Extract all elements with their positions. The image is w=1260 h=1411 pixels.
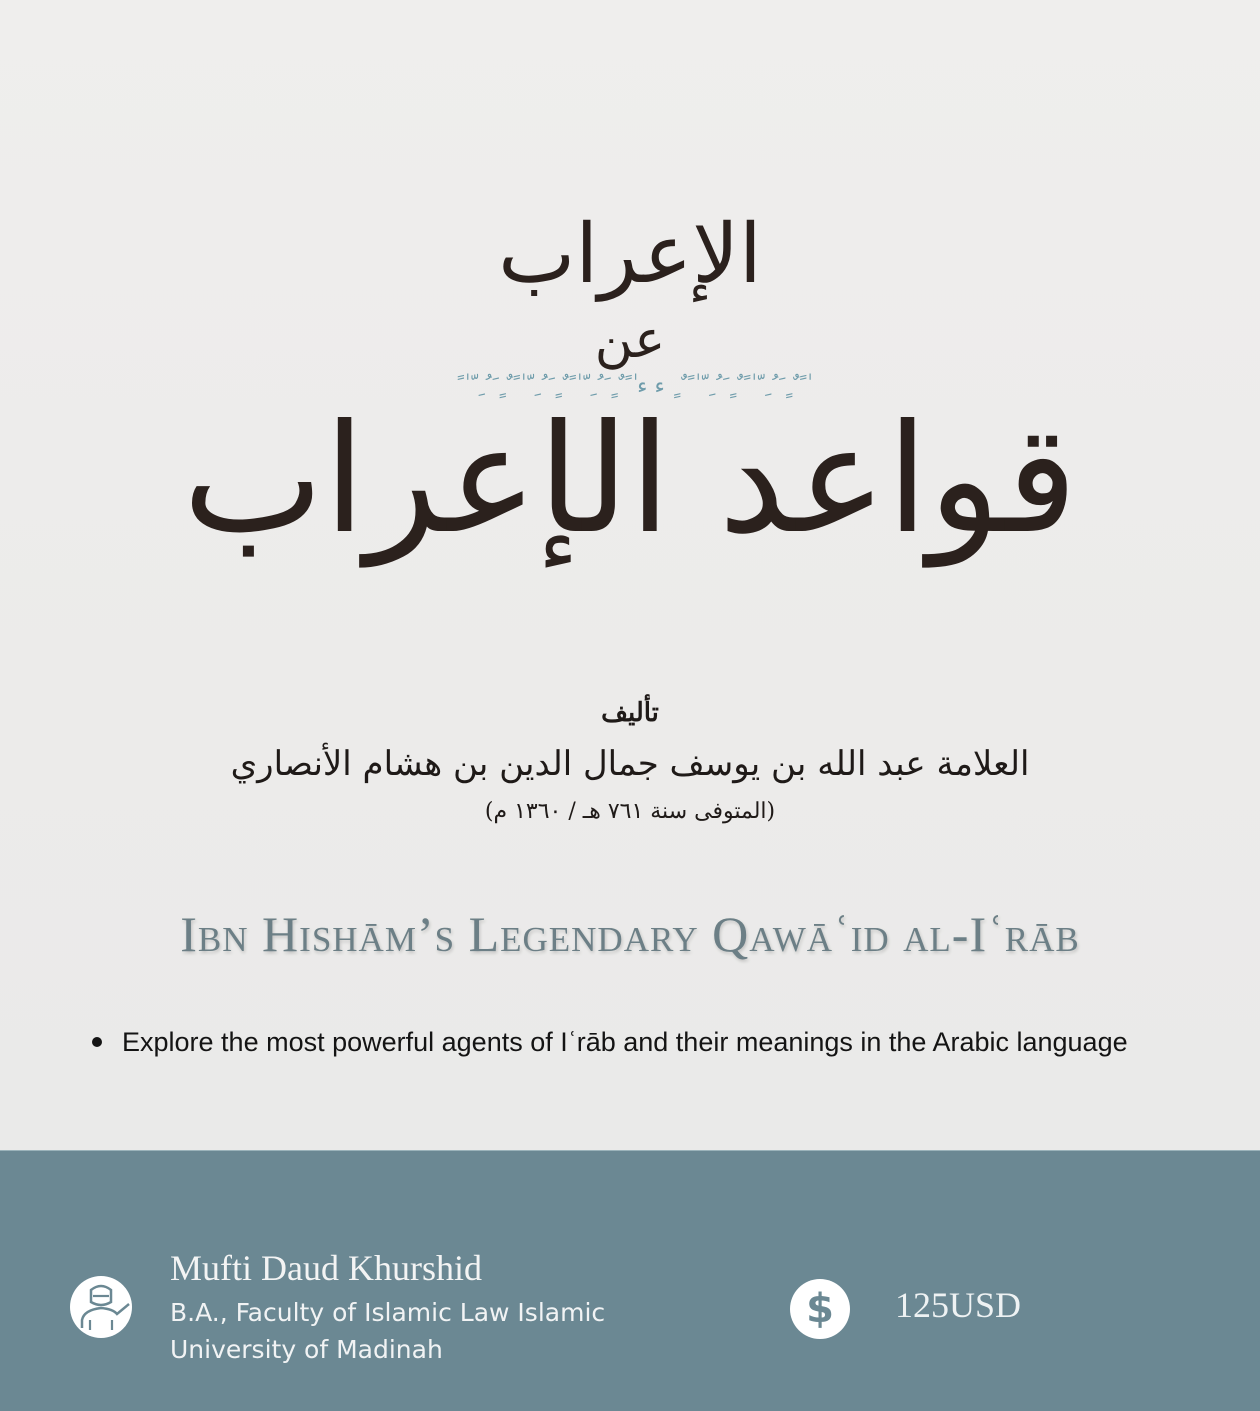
- arabic-title-calligraphy: [0, 200, 1260, 590]
- feature-list: [88, 1022, 1198, 1062]
- dollar-symbol: $: [806, 1286, 834, 1332]
- arabic-title-line-3-text: قواعد الإعراب: [182, 393, 1078, 567]
- feature-text: Explore the most powerful agents of Iʿrāb and their meanings in the Arabic language: [122, 1027, 1128, 1057]
- course-title: Ibn Hishām’s Legendary Qawāʿid al-Iʿrāb: [180, 906, 1080, 962]
- course-info-footer: [0, 1150, 1260, 1411]
- teacher-icon: [70, 1276, 132, 1338]
- arabic-author-block: [0, 690, 1260, 832]
- arabic-title-line-2: عن: [594, 310, 666, 370]
- authored-by-label: تأليف: [601, 698, 659, 728]
- arabic-title-line-1: الإعراب: [498, 207, 762, 302]
- arabic-author-dates: (المتوفى سنة ٧٦١ هـ / ١٣٦٠ م): [484, 799, 776, 824]
- arabic-title-line-3: [0, 370, 1260, 590]
- course-price: 125USD: [895, 1285, 1022, 1325]
- bullet-icon: [92, 1037, 102, 1047]
- instructor-name: Mufti Daud Khurshid: [170, 1248, 482, 1288]
- arabic-author-name: العلامة عبد الله بن يوسف جمال الدين بن هشام الأنصاري: [230, 744, 1030, 784]
- dollar-icon: [790, 1279, 850, 1339]
- feature-list-item: [88, 1022, 1198, 1062]
- vowel-ornaments: ٰ ً ٌ ٍ َ ُ ِ ّ ٰ ً ٌ ٍ َ ُ ِ ّ ٰ ً ٌ ٍ ء ء ٰ ً ٌ ٍ َ ُ ِ ّ ٰ ً ٌ ٍ َ ُ ِ ّ ٰ ً ٌ ٍ َ ُ ِ ّ ٰ ً: [455, 374, 805, 399]
- instructor-credentials: B.A., Faculty of Islamic Law Islamic University of Madinah: [170, 1298, 606, 1364]
